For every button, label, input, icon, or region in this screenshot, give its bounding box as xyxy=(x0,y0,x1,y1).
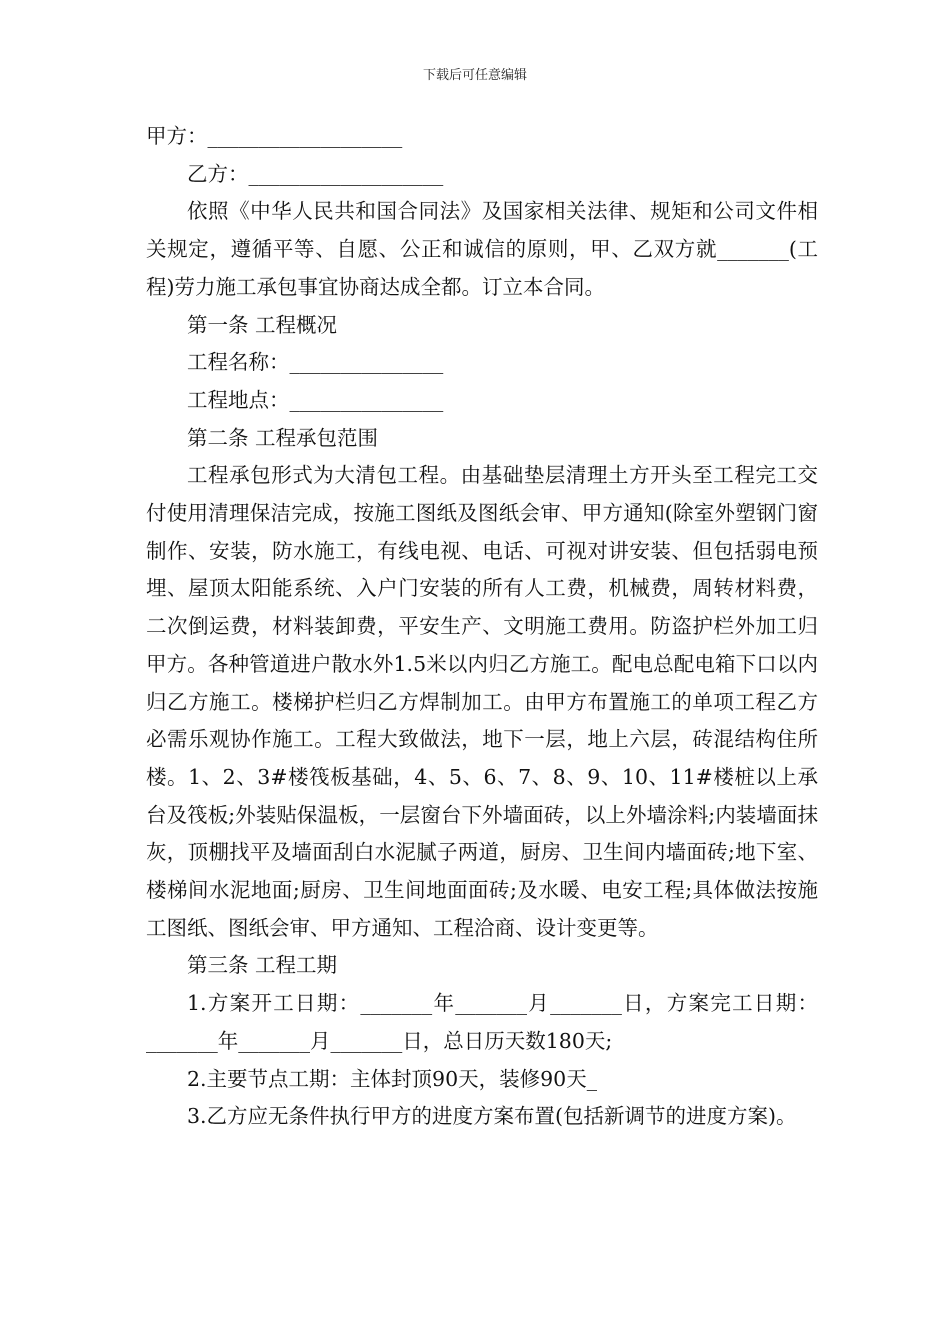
scope-paragraph: 工程承包形式为大清包工程。由基础垫层清理土方开头至工程完工交付使用清理保洁完成，按施工图纸及图纸会审、甲方通知(除室外塑钢门窗制作、安装，防水施工，有线电视、电话、可视对讲安装、但包括弱电预埋、屋顶太阳能系统、入户门安装的所有人工费，机械费，周转材料费，二次倒运费，材料装卸费，平安生产、文明施工费用。防盗护栏外加工归甲方。各种管道进户散水外1.5米以内归乙方施工。配电总配电箱下口以内归乙方施工。楼梯护栏归乙方焊制加工。由甲方布置施工的单项工程乙方必需乐观协作施工。工程大致做法，地下一层，地上六层，砖混结构住所楼。1、2、3#楼筏板基础，4、5、6、7、8、9、10、11#楼桩以上承台及筏板;外装贴保温板，一层窗台下外墙面砖，以上外墙涂料;内装墙面抹灰，顶棚找平及墙面刮白水泥腻子两道，厨房、卫生间内墙面砖;地下室、楼梯间水泥地面;厨房、卫生间地面面砖;及水暖、电安工程;具体做法按施工图纸、图纸会审、甲方通知、工程洽商、设计变更等。 xyxy=(146,463,818,940)
contract-body xyxy=(146,118,818,1136)
article-2-heading: 第二条 工程承包范围 xyxy=(187,425,379,450)
project-location-line: 工程地点：_______________ xyxy=(187,387,444,412)
preamble-paragraph: 依照《中华人民共和国合同法》及国家相关法律、规矩和公司文件相关规定，遵循平等、自愿、公正和诚信的原则，甲、乙双方就_______(工程)劳力施工承包事宜协商达成全都。订立本合同。 xyxy=(146,199,818,299)
article-3-heading: 第三条 工程工期 xyxy=(187,953,338,978)
milestone-paragraph: 2.主要节点工期：主体封顶90天，装修90天_ xyxy=(187,1066,597,1091)
article-1-heading: 第一条 工程概况 xyxy=(187,312,338,337)
party-a-line: 甲方：___________________ xyxy=(146,124,403,148)
progress-plan-paragraph: 3.乙方应无条件执行甲方的进度方案布置(包括新调节的进度方案)。 xyxy=(187,1104,797,1129)
schedule-dates-paragraph: 1.方案开工日期：_______年_______月_______日，方案完工日期：_______年_______月_______日，总日历天数180天; xyxy=(146,991,818,1053)
page-header-note: 下载后可任意编辑 xyxy=(422,68,527,83)
project-name-line: 工程名称：_______________ xyxy=(187,350,444,375)
party-b-line: 乙方：___________________ xyxy=(187,161,444,186)
